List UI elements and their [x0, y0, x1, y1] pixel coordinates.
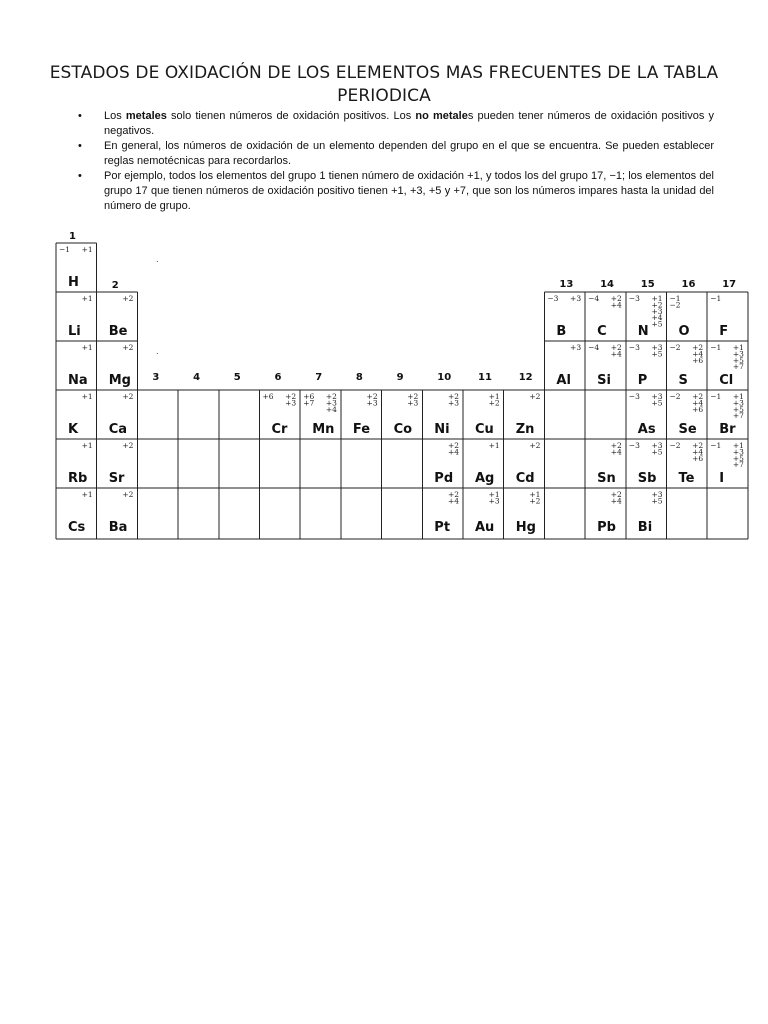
- group-label: 3: [152, 372, 160, 383]
- group-label: 8: [355, 372, 363, 383]
- oxidation-state: +1: [651, 294, 663, 303]
- oxidation-state: +3: [651, 306, 663, 316]
- element-symbol: Cu: [475, 422, 494, 437]
- oxidation-state: +3: [651, 392, 663, 401]
- oxidation-state: +2: [366, 392, 378, 401]
- oxidation-state: +1: [81, 294, 93, 303]
- group-label: 17: [722, 279, 737, 290]
- element-symbol: Bi: [637, 520, 653, 535]
- oxidation-state: +7: [732, 411, 744, 421]
- element-symbol: Pb: [597, 520, 616, 535]
- element-symbol: Mg: [108, 373, 131, 388]
- oxidation-state-negative: −3: [547, 294, 559, 303]
- oxidation-state-negative: +6: [262, 392, 274, 401]
- group-label: 12: [518, 372, 533, 383]
- oxidation-state: +4: [610, 349, 622, 359]
- group-label: 5: [233, 372, 241, 383]
- oxidation-state: +3: [651, 490, 663, 499]
- oxidation-state: +3: [732, 398, 744, 408]
- oxidation-state: +3: [407, 398, 419, 408]
- element-symbol: Cs: [68, 520, 86, 535]
- oxidation-state-negative: −4: [588, 294, 600, 303]
- group-label: 13: [559, 279, 574, 290]
- oxidation-state: +3: [447, 398, 459, 408]
- oxidation-state: +2: [447, 490, 459, 499]
- oxidation-state: +2: [285, 392, 297, 401]
- element-symbol: Co: [393, 422, 413, 437]
- element-symbol: Ni: [434, 422, 450, 437]
- oxidation-state: +3: [732, 447, 744, 457]
- oxidation-state: +3: [325, 398, 337, 408]
- oxidation-state: +3: [732, 349, 744, 359]
- oxidation-state-negative: +7: [303, 398, 315, 408]
- element-symbol: K: [68, 422, 79, 437]
- oxidation-state: +7: [732, 460, 744, 470]
- oxidation-state: +2: [651, 300, 663, 310]
- element-symbol: Au: [475, 520, 495, 535]
- oxidation-state: +2: [610, 441, 622, 450]
- oxidation-state: +4: [610, 300, 622, 310]
- oxidation-state: +5: [651, 398, 663, 408]
- element-symbol: Se: [678, 422, 697, 437]
- oxidation-state: +1: [81, 490, 93, 499]
- oxidation-state: +4: [651, 313, 663, 323]
- oxidation-state: +6: [692, 404, 704, 414]
- oxidation-state: +2: [122, 490, 134, 499]
- oxidation-state: +2: [122, 294, 134, 303]
- element-symbol: Te: [678, 471, 695, 486]
- element-symbol: C: [597, 324, 607, 339]
- oxidation-state: +1: [732, 343, 744, 352]
- oxidation-state: +2: [447, 392, 459, 401]
- oxidation-state-negative: −1: [710, 441, 722, 450]
- element-symbol: Li: [68, 324, 81, 339]
- oxidation-state: +3: [570, 343, 582, 352]
- bullet-bold-text: no metale: [415, 110, 468, 122]
- element-symbol: Sb: [637, 471, 657, 486]
- element-symbol: Pd: [434, 471, 454, 486]
- group-label: 6: [274, 372, 282, 383]
- oxidation-state: +5: [732, 453, 744, 463]
- oxidation-state-negative: −1: [59, 245, 71, 254]
- element-symbol: Ag: [475, 471, 495, 486]
- oxidation-state-negative: −3: [628, 343, 640, 352]
- element-symbol: O: [678, 324, 690, 339]
- group-label: 9: [396, 372, 404, 383]
- group-label: 10: [437, 372, 452, 383]
- bullet-text: Los: [104, 110, 126, 122]
- element-symbol: Cd: [515, 471, 535, 486]
- element-symbol: P: [637, 373, 648, 388]
- oxidation-state: +2: [610, 490, 622, 499]
- oxidation-state: +4: [692, 447, 704, 457]
- element-symbol: Cl: [719, 373, 734, 388]
- oxidation-state: +4: [692, 349, 704, 359]
- element-symbol: S: [678, 373, 688, 388]
- stray-dot: .: [156, 347, 159, 356]
- element-symbol: Hg: [515, 520, 536, 535]
- oxidation-state: +4: [692, 398, 704, 408]
- group-label: 1: [69, 231, 76, 242]
- group-label: 11: [478, 372, 492, 383]
- element-symbol: Al: [556, 373, 571, 388]
- group-label: 2: [111, 280, 119, 291]
- oxidation-state: +1: [732, 392, 744, 401]
- element-symbol: H: [68, 275, 79, 290]
- group-label: 7: [315, 372, 323, 383]
- oxidation-state: +1: [488, 392, 500, 401]
- oxidation-state: +1: [732, 441, 744, 450]
- oxidation-state: +5: [651, 447, 663, 457]
- element-symbol: Br: [719, 422, 736, 437]
- oxidation-state: +4: [610, 496, 622, 506]
- oxidation-state-negative: −2: [669, 343, 681, 352]
- group-label: 16: [681, 279, 696, 290]
- oxidation-state-negative: −3: [628, 441, 640, 450]
- oxidation-state: +6: [692, 453, 704, 463]
- oxidation-state-negative: +6: [303, 392, 315, 401]
- element-symbol: Sr: [108, 471, 125, 486]
- element-symbol: I: [719, 471, 725, 486]
- oxidation-state: +1: [81, 343, 93, 352]
- element-symbol: Zn: [515, 422, 535, 437]
- oxidation-state-negative: −2: [669, 441, 681, 450]
- oxidation-state: +2: [610, 294, 622, 303]
- element-symbol: Rb: [68, 471, 88, 486]
- oxidation-state: +4: [610, 447, 622, 457]
- oxidation-state: +2: [447, 441, 459, 450]
- oxidation-state: +7: [732, 362, 744, 372]
- oxidation-state: +2: [325, 392, 337, 401]
- bullet-text: En general, los números de oxidación de un elemento dependen del grupo en el que se encuentra. Se pueden establecer reglas nemotécnicas para recordarlos.: [104, 140, 714, 167]
- element-symbol: B: [556, 324, 567, 339]
- oxidation-state: +1: [81, 245, 93, 254]
- oxidation-state: +3: [366, 398, 378, 408]
- element-symbol: Ba: [108, 520, 128, 535]
- oxidation-state: +2: [122, 343, 134, 352]
- group-label: 4: [193, 372, 201, 383]
- oxidation-state: +2: [529, 496, 541, 506]
- element-symbol: Cr: [271, 422, 288, 437]
- oxidation-state: +3: [488, 496, 500, 506]
- oxidation-state: +2: [692, 392, 704, 401]
- oxidation-state: +1: [529, 490, 541, 499]
- page-title: ESTADOS DE OXIDACIÓN DE LOS ELEMENTOS MAS FRECUENTES DE LA TABLA PERIODICA: [49, 63, 719, 106]
- bullet-text: Por ejemplo, todos los elementos del grupo 1 tienen número de oxidación +1, y todos los del grupo 17, −1; los elementos del grupo 17 que tienen números de oxidación positivo tienen +1, +3, +5 y +7, que son los números impares hasta la unidad del número de grupo.: [104, 170, 714, 212]
- oxidation-state-negative: −2: [669, 300, 681, 310]
- bullet-text: s pueden tener números de oxidación positivos y negativos.: [104, 110, 714, 137]
- oxidation-state-negative: −3: [628, 392, 640, 401]
- element-symbol: N: [637, 324, 649, 339]
- oxidation-state: +5: [732, 355, 744, 365]
- element-symbol: Pt: [434, 520, 451, 535]
- element-symbol: Mn: [312, 422, 335, 437]
- oxidation-state: +5: [651, 319, 663, 329]
- group-label: 15: [640, 279, 655, 290]
- oxidation-state: +2: [122, 441, 134, 450]
- oxidation-state-negative: −3: [628, 294, 640, 303]
- oxidation-state: +4: [325, 404, 337, 414]
- oxidation-state: +2: [692, 441, 704, 450]
- oxidation-state: +4: [447, 496, 459, 506]
- group-label: 14: [600, 279, 615, 290]
- element-symbol: Be: [108, 324, 128, 339]
- element-symbol: Fe: [352, 422, 371, 437]
- oxidation-state: +2: [407, 392, 419, 401]
- oxidation-state: +1: [81, 441, 93, 450]
- oxidation-state: +6: [692, 355, 704, 365]
- oxidation-state-negative: −1: [669, 294, 681, 303]
- oxidation-state: +2: [488, 398, 500, 408]
- bullet-bold-text: metales: [125, 110, 167, 122]
- element-symbol: Sn: [597, 471, 616, 486]
- oxidation-state: +5: [651, 496, 663, 506]
- oxidation-state: +3: [570, 294, 582, 303]
- oxidation-state: +3: [651, 441, 663, 450]
- oxidation-state-negative: −4: [588, 343, 600, 352]
- element-symbol: Ca: [108, 422, 128, 437]
- oxidation-state: +2: [529, 441, 541, 450]
- oxidation-state: +2: [122, 392, 134, 401]
- stray-dot: .: [156, 255, 159, 264]
- oxidation-state-negative: −2: [669, 392, 681, 401]
- element-symbol: F: [719, 324, 729, 339]
- oxidation-state: +1: [488, 490, 500, 499]
- oxidation-state: +1: [81, 392, 93, 401]
- oxidation-state: +5: [732, 404, 744, 414]
- oxidation-state: +2: [692, 343, 704, 352]
- oxidation-state-negative: −1: [710, 392, 722, 401]
- oxidation-state: +2: [610, 343, 622, 352]
- element-symbol: As: [637, 422, 656, 437]
- element-symbol: Si: [597, 373, 611, 388]
- oxidation-state: +2: [529, 392, 541, 401]
- oxidation-state-negative: −1: [710, 343, 722, 352]
- oxidation-state: +3: [285, 398, 297, 408]
- oxidation-state: +1: [488, 441, 500, 450]
- element-symbol: Na: [68, 373, 88, 388]
- oxidation-state: +4: [447, 447, 459, 457]
- oxidation-state-negative: −1: [710, 294, 722, 303]
- oxidation-state: +5: [651, 349, 663, 359]
- oxidation-state: +3: [651, 343, 663, 352]
- bullet-text: solo tienen números de oxidación positivos. Los: [166, 110, 416, 122]
